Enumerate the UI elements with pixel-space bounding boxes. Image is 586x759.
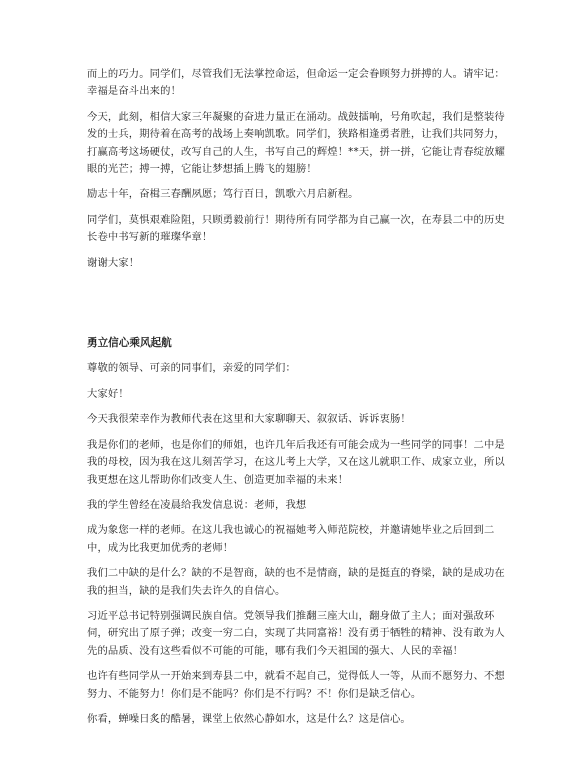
body-paragraph: 成为象您一样的老师。在这儿我也诚心的祝福她考入师范院校，并邀请她毕业之后回到二中，成为比我更加优秀的老师！ [87,524,495,554]
body-paragraph: 今天，此刻，相信大家三年凝聚的奋进力量正在涌动。战鼓擂响，号角吹起，我们是整装待发的士兵，期待着在高考的战场上奏响凯歌。同学们，狭路相逢勇者胜，让我们共同努力，打赢高考这场硬仗，改写自己的人生，书写自己的辉煌！**天，拼一拼，它能让青春绽放耀眼的光芒；搏一搏，它能让梦想插上腾飞的翅膀！ [87,110,506,176]
body-paragraph: 也许有些同学从一开始来到寿县二中，就看不起自己，觉得低人一等，从而不愿努力、不想努力、不能努力！你们是不能吗？你们是不行吗？不！你们是缺乏信心。 [87,670,505,700]
body-paragraph: 同学们，莫惧艰难险阻，只顾勇毅前行！期待所有同学都为自己赢一次，在寿县二中的历史长卷中书写新的璀璨华章！ [87,213,505,244]
section-title: 勇立信心乘风起航 [87,337,172,350]
body-paragraph: 而上的巧力。同学们，尽管我们无法掌控命运，但命运一定会眷顾努力拼搏的人。请牢记：幸福是奋斗出来的！ [87,68,505,98]
body-paragraph: 我的学生曾经在凌晨给我发信息说：老师，我想 [87,498,307,511]
document-page [87,66,507,728]
body-paragraph: 大家好！ [87,387,129,400]
body-paragraph: 你看，蝉噪日炙的酷暑，课堂上依然心静如水，这是什么？这是信心。 [87,712,411,725]
body-paragraph: 我是你们的老师，也是你们的师姐，也许几年后我还有可能会成为一些同学的同事！二中是我的母校，因为我在这儿刻苦学习，在这儿考上大学，又在这儿就职工作、成家立业，所以我更想在这儿帮助你们改变人生、创造更加幸福的未来！ [87,438,505,486]
body-paragraph: 我们二中缺的是什么？缺的不是智商，缺的也不是情商，缺的是挺直的脊梁，缺的是成功在我的担当，缺的是我们失去许久的自信心。 [87,567,505,597]
body-paragraph: 习近平总书记特别强调民族自信。党领导我们推翻三座大山，翻身做了主人；面对强敌环伺，研究出了原子弹；改变一穷二白，实现了共同富裕！没有勇于牺牲的精神、没有敢为人先的品质、没有这些看似不可能的可能，哪有我们今天祖国的强大、人民的幸福！ [87,609,505,657]
body-paragraph: 尊敬的领导、可亲的同事们，亲爱的同学们： [87,362,296,375]
body-paragraph: 今天我很荣幸作为教师代表在这里和大家聊聊天、叙叙话、诉诉衷肠！ [87,413,411,426]
body-paragraph: 励志十年，奋楫三春酬夙愿；笃行百日，凯歌六月启新程。 [87,188,359,201]
body-paragraph: 谢谢大家！ [87,256,140,269]
